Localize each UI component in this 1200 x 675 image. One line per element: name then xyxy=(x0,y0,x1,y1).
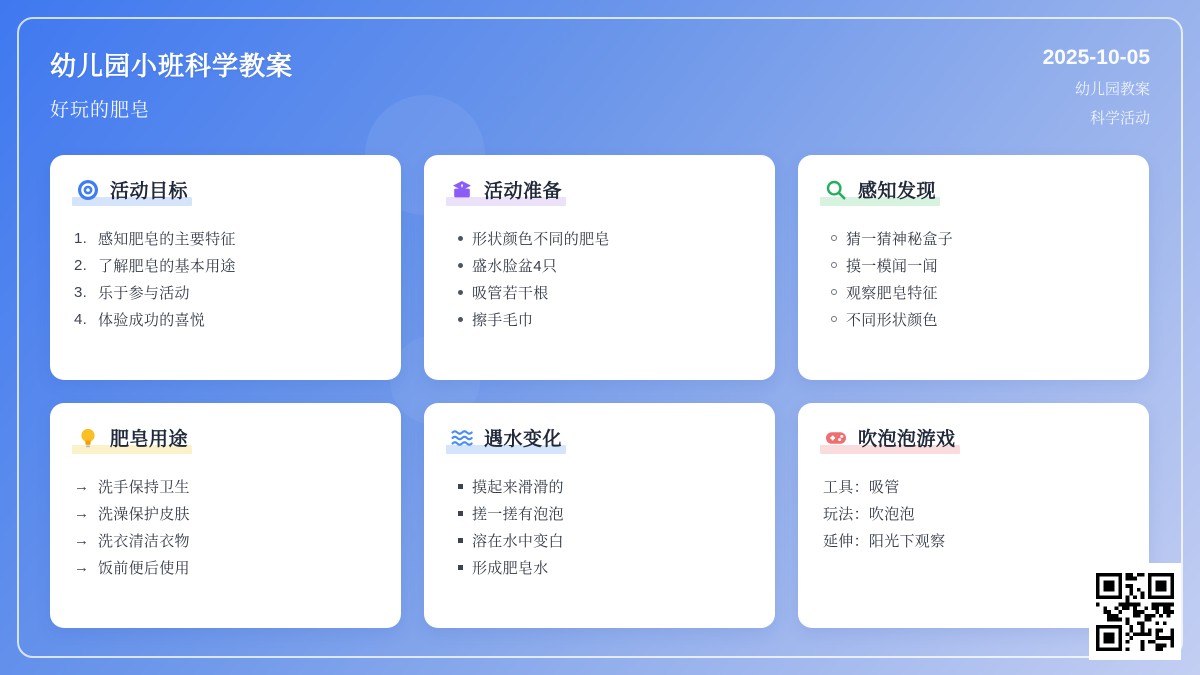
list-item xyxy=(822,527,1125,554)
circle-marker xyxy=(822,262,846,268)
list-item xyxy=(448,252,751,279)
list-item-text: 体验成功的喜悦 xyxy=(98,311,206,329)
list-item-text: 洗澡保护皮肤 xyxy=(98,505,190,523)
card-list xyxy=(822,225,1125,333)
list-item xyxy=(74,473,377,500)
list-item xyxy=(74,527,377,554)
list-item xyxy=(74,306,377,333)
list-item xyxy=(448,500,751,527)
list-item-text: 摸起来滑滑的 xyxy=(472,478,564,496)
list-item xyxy=(448,527,751,554)
card-header xyxy=(822,424,958,451)
meta-line-2: 科学活动 xyxy=(1089,110,1150,127)
list-item xyxy=(822,306,1125,333)
circle-marker xyxy=(822,289,846,295)
card xyxy=(50,403,401,628)
list-item-text: 形成肥皂水 xyxy=(472,559,549,577)
card xyxy=(424,155,775,380)
list-item-text: 盛水脸盆4只 xyxy=(472,257,558,275)
list-item-text: 溶在水中变白 xyxy=(472,532,564,550)
search-icon xyxy=(824,178,848,202)
card xyxy=(50,155,401,380)
page-subtitle: 好玩的肥皂 xyxy=(50,100,151,121)
list-item-text: 了解肥皂的基本用途 xyxy=(98,257,236,275)
dot-marker xyxy=(448,236,472,241)
list-item-text: 延伸：阳光下观察 xyxy=(823,532,946,550)
list-item-text: 乐于参与活动 xyxy=(98,284,190,302)
list-item xyxy=(822,473,1125,500)
number-marker: 4. xyxy=(74,310,88,328)
number-marker: 2. xyxy=(74,256,88,274)
date-label: 2025-10-05 xyxy=(1042,46,1150,69)
lightbulb-icon xyxy=(76,426,100,450)
list-item-text: 形状颜色不同的肥皂 xyxy=(472,230,610,248)
list-item xyxy=(74,500,377,527)
list-item-text: 猜一猜神秘盒子 xyxy=(846,230,954,248)
list-item-text: 感知肥皂的主要特征 xyxy=(98,230,236,248)
arrow-marker: → xyxy=(74,477,90,495)
box-icon xyxy=(450,178,474,202)
dot-marker xyxy=(448,263,472,268)
list-item-text: 洗手保持卫生 xyxy=(98,478,190,496)
list-item xyxy=(74,279,377,306)
card-header xyxy=(74,176,190,203)
list-item-text: 搓一搓有泡泡 xyxy=(472,505,564,523)
qr-code xyxy=(1089,563,1181,660)
arrow-marker: → xyxy=(74,531,90,549)
list-item xyxy=(74,225,377,252)
list-item xyxy=(448,306,751,333)
card-title: 感知发现 xyxy=(858,181,937,202)
card-list xyxy=(74,225,377,333)
card-title: 活动准备 xyxy=(484,181,563,202)
card-title: 吹泡泡游戏 xyxy=(858,429,956,450)
card-header xyxy=(822,176,938,203)
list-item xyxy=(74,554,377,581)
slide-header xyxy=(50,46,1150,128)
list-item xyxy=(448,225,751,252)
header-meta xyxy=(1043,46,1150,128)
card-header xyxy=(448,424,564,451)
list-item xyxy=(448,473,751,500)
list-item-text: 玩法：吹泡泡 xyxy=(823,505,915,523)
card-list xyxy=(448,473,751,581)
list-item xyxy=(822,252,1125,279)
square-marker xyxy=(448,538,472,543)
cards-grid xyxy=(50,155,1150,628)
target-icon xyxy=(76,178,100,202)
dot-marker xyxy=(448,317,472,322)
list-item xyxy=(74,252,377,279)
card-list xyxy=(74,473,377,581)
card-title: 肥皂用途 xyxy=(110,429,189,450)
meta-line-1: 幼儿园教案 xyxy=(1074,81,1150,98)
arrow-marker: → xyxy=(74,504,90,522)
card-list xyxy=(448,225,751,333)
square-marker xyxy=(448,484,472,489)
list-item-text: 摸一模闻一闻 xyxy=(846,257,938,275)
dot-marker xyxy=(448,290,472,295)
list-item-text: 不同形状颜色 xyxy=(846,311,938,329)
circle-marker xyxy=(822,235,846,241)
card-title: 遇水变化 xyxy=(484,429,563,450)
list-item xyxy=(448,554,751,581)
square-marker xyxy=(448,511,472,516)
card-header xyxy=(448,176,564,203)
list-item-text: 吸管若干根 xyxy=(472,284,549,302)
card-list xyxy=(822,473,1125,554)
arrow-marker: → xyxy=(74,558,90,576)
page-title: 幼儿园小班科学教案 xyxy=(50,51,294,81)
card xyxy=(424,403,775,628)
card-header xyxy=(74,424,190,451)
list-item-text: 观察肥皂特征 xyxy=(846,284,938,302)
list-item-text: 擦手毛巾 xyxy=(472,311,534,329)
list-item-text: 工具：吸管 xyxy=(823,478,900,496)
waves-icon xyxy=(450,426,474,450)
card xyxy=(798,155,1149,380)
gamepad-icon xyxy=(824,426,848,450)
list-item-text: 饭前便后使用 xyxy=(98,559,190,577)
header-left xyxy=(50,46,293,128)
circle-marker xyxy=(822,316,846,322)
number-marker: 1. xyxy=(74,229,88,247)
list-item xyxy=(822,500,1125,527)
list-item-text: 洗衣清洁衣物 xyxy=(98,532,190,550)
list-item xyxy=(822,279,1125,306)
list-item xyxy=(822,225,1125,252)
list-item xyxy=(448,279,751,306)
square-marker xyxy=(448,565,472,570)
number-marker: 3. xyxy=(74,283,88,301)
card-title: 活动目标 xyxy=(110,181,189,202)
